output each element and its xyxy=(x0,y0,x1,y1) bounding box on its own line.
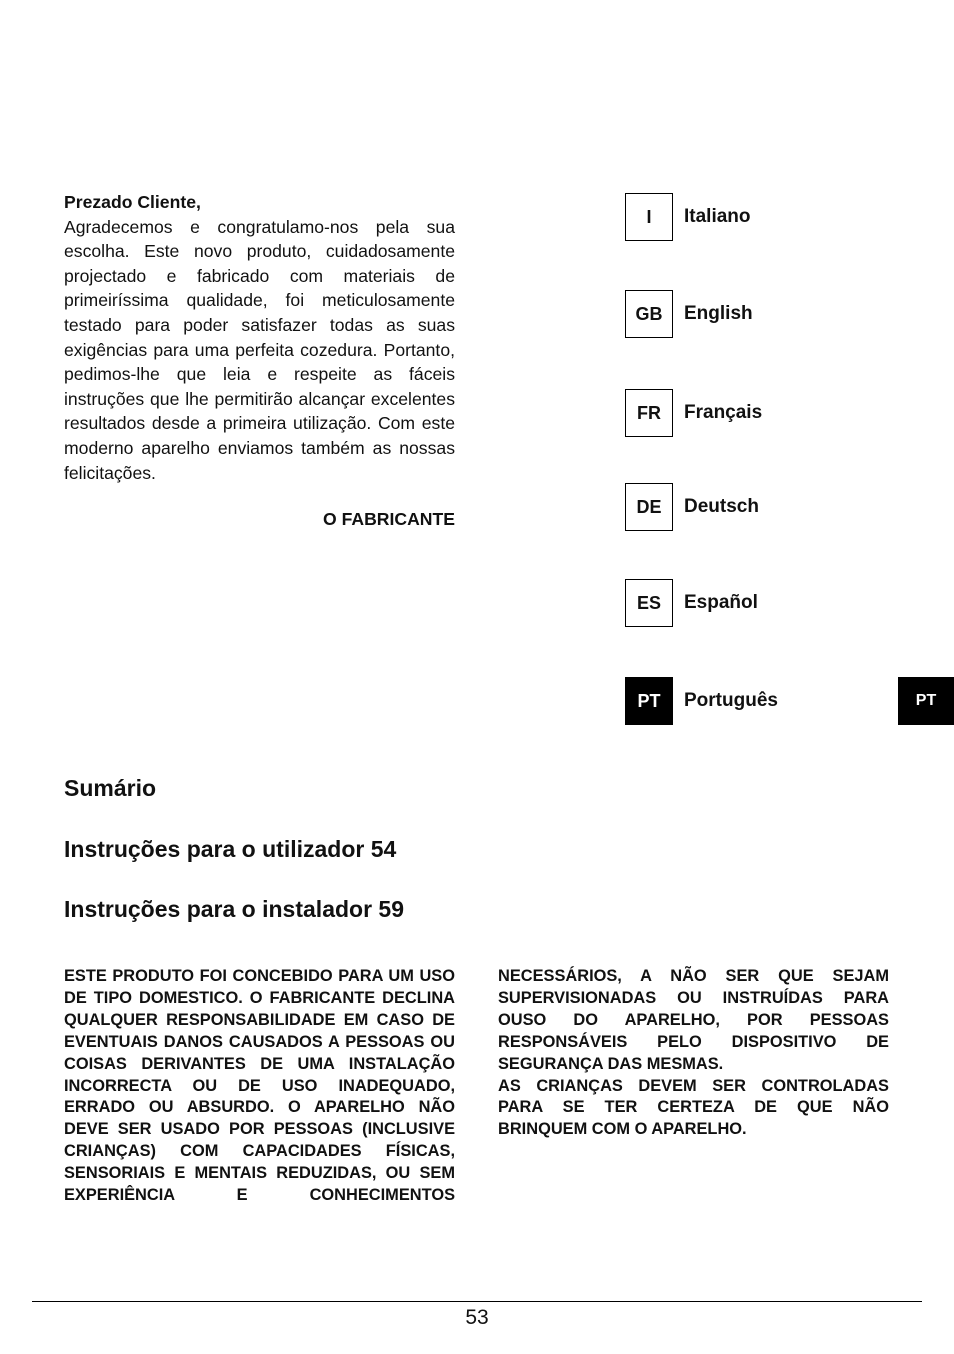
language-code-active: PT xyxy=(625,677,673,725)
warning-text: AS CRIANÇAS DEVEM SER CONTROLADAS PARA SE TER CERTEZA DE QUE NÃO BRINQUEM COM O APARELHO. xyxy=(498,1076,889,1139)
language-name: Español xyxy=(684,592,758,613)
warning-text: NECESSÁRIOS, A NÃO SER QUE SEJAM SUPERVISIONADAS OU INSTRUÍDAS PARA OUSO DO APARELHO, POR PESSOAS RESPONSÁVEIS PELO DISPOSITIVO DE SEGURANÇA DAS MESMAS. xyxy=(498,967,889,1073)
safety-warning-col1 xyxy=(64,966,455,1207)
language-name: Português xyxy=(684,690,778,711)
language-francais[interactable] xyxy=(625,389,762,437)
language-deutsch[interactable] xyxy=(625,483,759,531)
toc-item-user[interactable]: Instruções para o utilizador 54 xyxy=(64,836,397,862)
greeting-body: Agradecemos e congratulamo-nos pela sua escolha. Este novo produto, cuidadosamente projectado e fabricado com materiais de primeiríssima qualidade, foi meticulosamente testado para poder satisfazer todas as suas exigências para uma perfeita cozedura. Portanto, pedimos-lhe que leia e respeite as fáceis instruções que lhe permitirão alcançar excelentes resultados desde a primeira utilização. Com este moderno aparelho enviamos também as nossas felicitações. xyxy=(64,216,455,483)
section-tab-pt[interactable]: PT xyxy=(898,677,954,725)
language-code: I xyxy=(625,193,673,241)
language-code: GB xyxy=(625,290,673,338)
language-name: English xyxy=(684,303,753,324)
greeting-letter xyxy=(64,190,455,485)
warning-text: ESTE PRODUTO FOI CONCEBIDO PARA UM USO DE TIPO DOMESTICO. O FABRICANTE DECLINA QUALQUER RESPONSABILIDADE EM CASO DE EVENTUAIS DANOS CAUSADOS A PESSOAS OU COISAS DERIVANTES DE UMA INSTALAÇÃO INCORRECTA OU DE USO INADEQUADO, ERRADO OU ABSURDO. O APARELHO NÃO DEVE SER USADO POR PESSOAS (INCLUSIVE CRIANÇAS) COM CAPACIDADES FÍSICAS, SENSORIAIS E MENTAIS REDUZIDAS, OU SEM EXPERIÊNCIA E CONHECIMENTOS xyxy=(64,967,455,1205)
language-english[interactable] xyxy=(625,290,753,338)
language-portugues[interactable] xyxy=(625,677,778,725)
salutation: Prezado Cliente, xyxy=(64,192,201,212)
language-code: DE xyxy=(625,483,673,531)
footer-rule xyxy=(32,1301,922,1302)
language-code: ES xyxy=(625,579,673,627)
language-code: FR xyxy=(625,389,673,437)
language-name: Français xyxy=(684,402,763,423)
safety-warning-col2 xyxy=(498,966,889,1141)
language-italiano[interactable] xyxy=(625,193,751,241)
toc-title: Sumário xyxy=(64,775,157,801)
page-number: 53 xyxy=(465,1306,489,1329)
toc-item-installer[interactable]: Instruções para o instalador 59 xyxy=(64,896,405,922)
language-name: Italiano xyxy=(684,206,751,227)
manufacturer-signoff: O FABRICANTE xyxy=(323,509,455,529)
language-name: Deutsch xyxy=(684,496,759,517)
language-espanol[interactable] xyxy=(625,579,758,627)
